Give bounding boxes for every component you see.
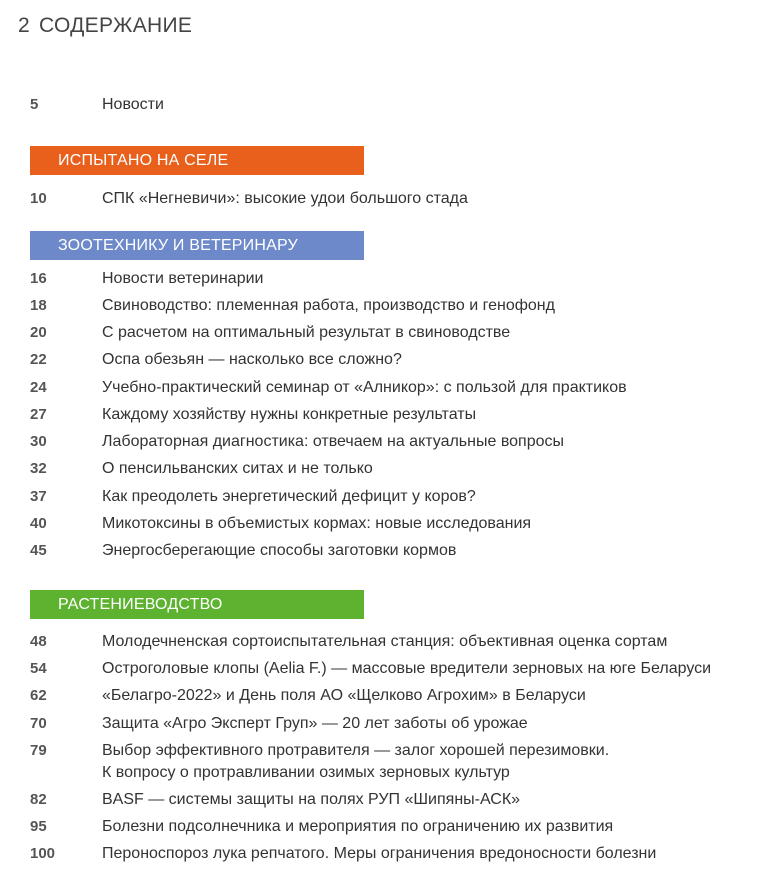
toc-title: Молодечненская сортоиспытательная станция: объективная оценка сортам xyxy=(102,633,668,650)
toc-title: О пенсильванских ситах и не только xyxy=(102,460,373,477)
toc-page-number: 18 xyxy=(30,297,47,314)
toc-page-number: 48 xyxy=(30,633,47,650)
toc-page-number: 40 xyxy=(30,515,47,532)
toc-title: Новости xyxy=(102,96,164,113)
toc-title: Каждому хозяйству нужны конкретные результаты xyxy=(102,406,477,423)
toc-title: Новости ветеринарии xyxy=(102,270,264,287)
toc-entry[interactable] xyxy=(30,740,766,784)
toc-page-number: 70 xyxy=(30,715,47,732)
toc-page-number: 10 xyxy=(30,190,47,207)
toc-page-number: 20 xyxy=(30,324,47,341)
toc-page-number: 37 xyxy=(30,488,47,505)
toc-title: Пероноспороз лука репчатого. Меры ограничения вредоносности болезни xyxy=(102,845,657,862)
toc-title: «Белагро-2022» и День поля АО «Щелково Агрохим» в Беларуси xyxy=(102,687,586,704)
toc-page-number: 16 xyxy=(30,270,47,287)
toc-title-line2: К вопросу о протравливании озимых зерновых культур xyxy=(102,764,510,781)
toc-page-number: 27 xyxy=(30,406,47,423)
toc-title: BASF — системы защиты на полях РУП «Шипяны-АСК» xyxy=(102,791,521,808)
toc-page-number: 54 xyxy=(30,660,47,677)
toc-page-number: 5 xyxy=(30,96,39,113)
toc-page-number: 32 xyxy=(30,460,47,477)
toc-title: Энергосберегающие способы заготовки кормов xyxy=(102,542,457,559)
section-header-crops: РАСТЕНИЕВОДСТВО xyxy=(30,590,364,619)
page-title: СОДЕРЖАНИЕ xyxy=(38,14,193,37)
toc-title: Оспа обезьян — насколько все сложно? xyxy=(102,351,402,368)
toc-page-number: 45 xyxy=(30,542,47,559)
toc-page-number: 79 xyxy=(30,742,47,759)
toc-page-number: 30 xyxy=(30,433,47,450)
toc-title: Как преодолеть энергетический дефицит у коров? xyxy=(102,488,476,505)
toc-title: Выбор эффективного протравителя — залог хорошей перезимовки. xyxy=(102,742,610,759)
toc-title: Лабораторная диагностика: отвечаем на актуальные вопросы xyxy=(102,433,564,450)
section-header-livestock: ЗООТЕХНИКУ И ВЕТЕРИНАРУ xyxy=(30,231,364,260)
toc-page-number: 22 xyxy=(30,351,47,368)
page-number: 2 xyxy=(18,14,30,37)
toc-page-number: 95 xyxy=(30,818,47,835)
section-header-field: ИСПЫТАНО НА СЕЛЕ xyxy=(30,146,364,175)
toc-page-number: 100 xyxy=(30,845,56,862)
toc-title: Остроголовые клопы (Aelia F.) — массовые вредители зерновых на юге Беларуси xyxy=(102,660,712,677)
toc-title: С расчетом на оптимальный результат в свиноводстве xyxy=(102,324,511,341)
toc-page-number: 62 xyxy=(30,687,47,704)
toc-title: Учебно-практический семинар от «Алникор»: с пользой для практиков xyxy=(102,379,627,396)
page-header xyxy=(18,14,192,38)
toc-title: Болезни подсолнечника и мероприятия по ограничению их развития xyxy=(102,818,614,835)
toc-title: Свиноводство: племенная работа, производство и генофонд xyxy=(102,297,555,314)
toc-title: Микотоксины в объемистых кормах: новые исследования xyxy=(102,515,532,532)
toc-page-number: 24 xyxy=(30,379,47,396)
toc-page-number: 82 xyxy=(30,791,47,808)
toc-title: Защита «Агро Эксперт Груп» — 20 лет заботы об урожае xyxy=(102,715,528,732)
toc-title: СПК «Негневичи»: высокие удои большого стада xyxy=(102,190,468,207)
